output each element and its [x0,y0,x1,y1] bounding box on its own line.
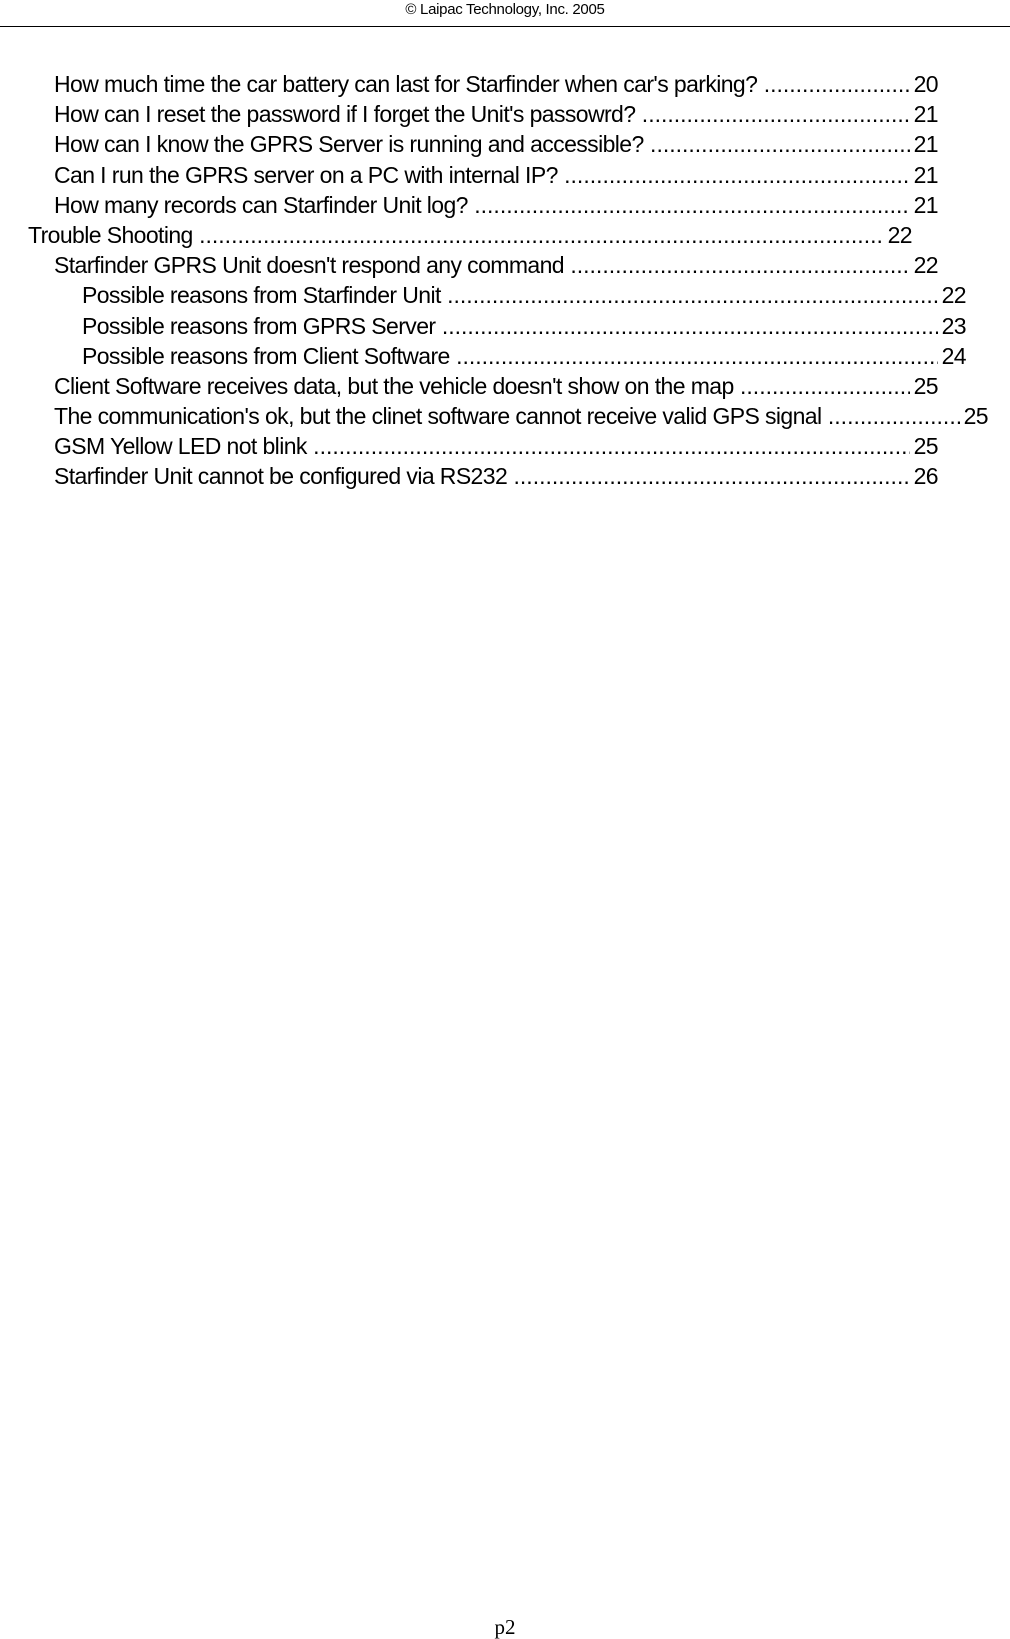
toc-entry-label: Possible reasons from Client Software ..... [82,341,966,371]
toc-entry-label: The communication's ok, but the clinet software cannot receive valid GPS signal ..... [54,401,988,431]
toc-entry-label: How can I know the GPRS Server is running and accessible? ..... [54,129,938,159]
toc-entry[interactable] [54,371,938,401]
toc-entry-page: 25 [910,431,938,461]
toc-entry-label: Can I run the GPRS server on a PC with internal IP? ..... [54,160,938,190]
toc-entry[interactable] [82,341,966,371]
toc-entry-label: Possible reasons from GPRS Server ..... [82,311,966,341]
toc-entry-page: 23 [938,311,966,341]
toc-entry-label: Starfinder GPRS Unit doesn't respond any command ..... [54,250,938,280]
table-of-contents [0,69,1010,492]
toc-entry-label: Starfinder Unit cannot be configured via RS232 ..... [54,461,938,491]
toc-entry[interactable] [54,129,938,159]
toc-entry-label: How can I reset the password if I forget the Unit's passowrd? ..... [54,99,938,129]
toc-entry-label: How much time the car battery can last for Starfinder when car's parking? ..... [54,69,938,99]
toc-entry-label: Client Software receives data, but the vehicle doesn't show on the map ..... [54,371,938,401]
toc-entry-page: 20 [910,69,938,99]
toc-entry[interactable] [82,280,966,310]
copyright-text: © Laipac Technology, Inc. 2005 [405,1,605,18]
toc-entry-page: 25 [910,371,938,401]
toc-entry-page: 22 [938,280,966,310]
toc-entry-page: 21 [910,129,938,159]
toc-entry[interactable] [54,99,938,129]
toc-entry-page: 25 [960,401,988,431]
toc-entry-page: 24 [938,341,966,371]
toc-entry-label: How many records can Starfinder Unit log? ..... [54,190,938,220]
toc-entry-page: 21 [910,190,938,220]
toc-entry-page: 22 [884,220,912,250]
toc-entry-page: 26 [910,461,938,491]
toc-entry-page: 22 [910,250,938,280]
toc-entry-label: Possible reasons from Starfinder Unit ..... [82,280,966,310]
toc-entry[interactable] [82,311,966,341]
toc-entry-page: 21 [910,99,938,129]
toc-entry[interactable] [54,401,988,431]
page-header [0,0,1010,27]
toc-entry[interactable] [54,160,938,190]
toc-entry-label: GSM Yellow LED not blink ..... [54,431,938,461]
toc-entry-label: Trouble Shooting ..... [28,220,912,250]
toc-entry[interactable] [54,250,938,280]
toc-entry-page: 21 [910,160,938,190]
page-number: p2 [494,1615,516,1639]
toc-entry[interactable] [28,220,912,250]
toc-entry[interactable] [54,69,938,99]
toc-entry[interactable] [54,461,938,491]
page-footer [0,1615,1010,1639]
toc-entry[interactable] [54,190,938,220]
toc-entry[interactable] [54,431,938,461]
